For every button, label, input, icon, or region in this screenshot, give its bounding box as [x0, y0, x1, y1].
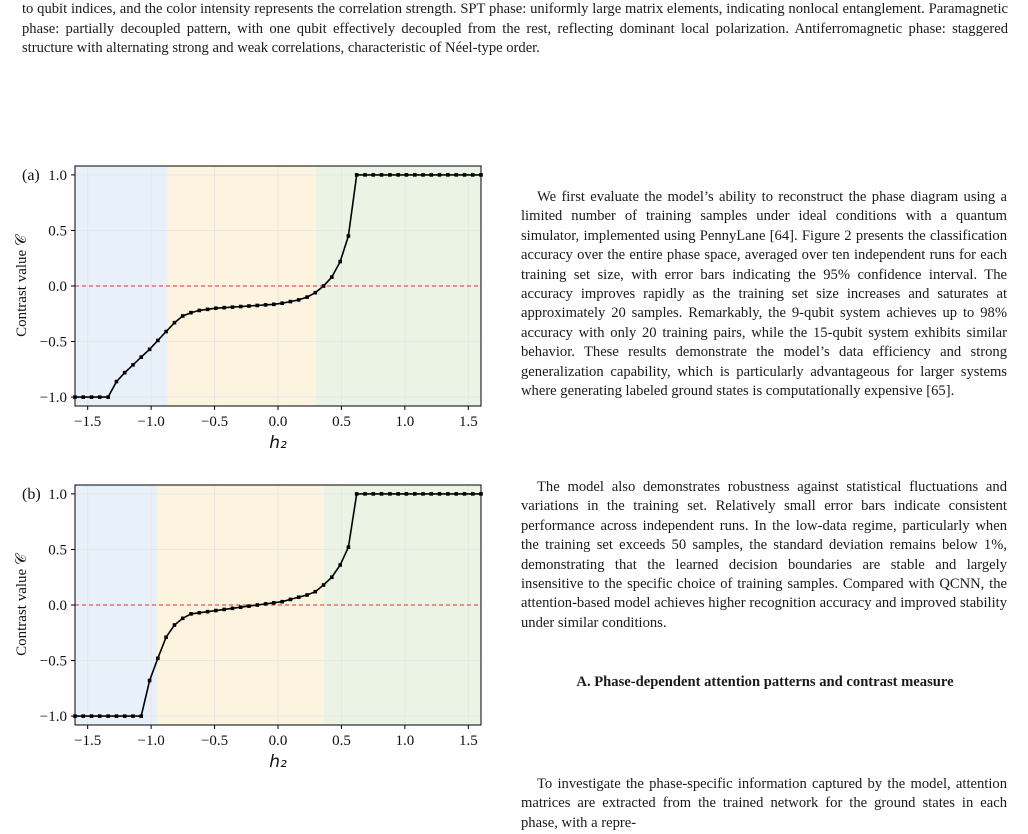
data-point	[256, 603, 260, 607]
caption-text: to qubit indices, and the color intensity represents the correlation strength. SPT phase: uniformly large matrix elements, indicating nonlocal entanglement. Paramagnetic phase: partially decoupled pattern, with one qubit effectively decoupled from the rest, reflecting dominant local polarization. Antiferromagnetic phase: staggered structure with alternating strong and weak correlations, characteristic of Néel-type order.	[22, 1, 1008, 56]
data-point	[148, 679, 152, 683]
data-point	[289, 598, 293, 602]
body-paragraph-3	[521, 775, 1007, 833]
data-point	[247, 604, 251, 608]
data-point	[222, 306, 226, 310]
data-point	[222, 608, 226, 612]
x-tick-label: 1.0	[395, 733, 415, 749]
data-point	[115, 380, 119, 384]
x-tick-label: −0.5	[200, 414, 229, 430]
y-tick-label: 1.0	[48, 486, 67, 503]
body-paragraph-1	[521, 188, 1007, 401]
data-point	[81, 395, 85, 399]
data-point	[330, 575, 334, 579]
y-tick-label: −0.5	[39, 653, 67, 670]
data-point	[355, 492, 359, 496]
data-point	[421, 173, 425, 177]
x-tick-label: 0.5	[332, 414, 351, 430]
data-point	[181, 314, 185, 318]
contrast-chart-a	[0, 158, 500, 458]
x-tick-label: 0.5	[332, 733, 351, 749]
data-point	[173, 321, 177, 325]
data-point	[98, 714, 102, 718]
y-tick-label: 0.0	[48, 598, 67, 614]
x-tick-label: 1.0	[395, 414, 415, 430]
data-point	[363, 173, 367, 177]
data-point	[438, 173, 442, 177]
data-point	[396, 492, 400, 496]
data-point	[463, 492, 467, 496]
data-point	[98, 395, 102, 399]
data-point	[338, 563, 342, 567]
figure-caption	[22, 0, 1008, 59]
section-heading: A. Phase-dependent attention patterns and contrast measure	[576, 674, 954, 690]
data-point	[322, 284, 326, 288]
x-tick-label: 0.0	[268, 733, 288, 749]
data-point	[305, 593, 309, 597]
data-point	[198, 309, 202, 313]
y-axis-title: Contrast value 𝒞	[14, 554, 30, 656]
chart-panel-b	[0, 477, 500, 777]
data-point	[314, 590, 318, 594]
chart-panel-a	[0, 158, 500, 458]
data-point	[231, 305, 235, 309]
y-tick-label: 1.0	[48, 167, 67, 184]
data-point	[131, 363, 135, 367]
data-point	[322, 583, 326, 587]
y-tick-label: −1.0	[39, 709, 67, 726]
data-point	[264, 303, 268, 307]
x-tick-label: −1.0	[137, 733, 165, 749]
data-point	[206, 308, 210, 312]
data-point	[338, 260, 342, 264]
y-axis-title: Contrast value 𝒞	[14, 235, 30, 337]
data-point	[471, 173, 475, 177]
data-point	[139, 355, 143, 359]
data-point	[454, 173, 458, 177]
data-point	[314, 291, 318, 295]
body-paragraph-2	[521, 478, 1007, 633]
data-point	[239, 605, 243, 609]
data-point	[363, 492, 367, 496]
x-tick-label: −0.5	[200, 733, 229, 749]
data-point	[164, 635, 168, 639]
data-point	[380, 173, 384, 177]
data-point	[123, 371, 127, 375]
data-point	[115, 714, 119, 718]
data-point	[189, 311, 193, 315]
data-point	[198, 611, 202, 615]
data-point	[371, 492, 375, 496]
data-point	[247, 304, 251, 308]
x-tick-label: 1.5	[458, 414, 478, 430]
data-point	[280, 301, 284, 305]
x-tick-label: −1.5	[74, 414, 102, 430]
data-point	[173, 623, 177, 627]
paragraph-text: We first evaluate the model’s ability to reconstruct the phase diagram using a limited number of training samples under ideal conditions with a quantum simulator, implemented using PennyLane [64]. Figure 2 presents the classification accuracy over the entire phase space, averaged over ten independent runs for each training set size, with error bars indicating the 95% confidence interval. The accuracy improves rapidly as the training set size increases and saturates at approximately 20 samples. Remarkably, the 9-qubit system achieves up to 98% accuracy with only 20 training pairs, while the 15-qubit system exhibits similar behavior. These results demonstrate the model’s data efficiency and strong generalization capability, which is particularly advantageous for larger systems where generating labeled ground states is computationally expensive [65].	[521, 189, 1007, 400]
data-point	[297, 595, 301, 599]
data-point	[421, 492, 425, 496]
data-point	[264, 602, 268, 606]
paragraph-text: The model also demonstrates robustness against statistical fluctuations and variations in the training set. Relatively small error bars indicate consistent performance across independent runs. In the low-data regime, particularly when the training set exceeds 50 samples, the standard deviation remains below 1%, demonstrating that the learned decision boundaries are stable and largely insensitive to the specific choice of training samples. Compared with QCNN, the attention-based model achieves higher recognition accuracy and improved stability under similar conditions.	[521, 479, 1007, 631]
data-point	[463, 173, 467, 177]
x-tick-label: −1.5	[74, 733, 102, 749]
data-point	[106, 395, 110, 399]
data-point	[106, 714, 110, 718]
data-point	[272, 601, 276, 605]
data-point	[413, 173, 417, 177]
data-point	[429, 492, 433, 496]
data-point	[239, 305, 243, 309]
data-point	[347, 545, 351, 549]
y-tick-label: 0.0	[48, 279, 67, 295]
y-tick-label: −0.5	[39, 334, 67, 351]
data-point	[347, 234, 351, 238]
data-point	[380, 492, 384, 496]
x-tick-label: 1.5	[458, 733, 478, 749]
data-point	[206, 610, 210, 614]
data-point	[90, 395, 94, 399]
data-point	[297, 298, 301, 302]
data-point	[214, 306, 218, 310]
x-tick-label: 0.0	[268, 414, 288, 430]
data-point	[305, 295, 309, 299]
data-point	[280, 600, 284, 604]
x-tick-label: −1.0	[137, 414, 165, 430]
data-point	[272, 303, 276, 307]
data-point	[355, 173, 359, 177]
data-point	[413, 492, 417, 496]
y-tick-label: 0.5	[48, 223, 67, 240]
data-point	[371, 173, 375, 177]
data-point	[131, 714, 135, 718]
panel-label: (b)	[22, 486, 41, 503]
data-point	[81, 714, 85, 718]
data-point	[148, 348, 152, 352]
x-axis-title: h₂	[269, 752, 287, 772]
paragraph-text: To investigate the phase-specific information captured by the model, attention matrices are extracted from the trained network for the ground states in each phase, with a repre-	[521, 776, 1007, 831]
data-point	[388, 173, 392, 177]
data-point	[256, 304, 260, 308]
y-tick-label: −1.0	[39, 390, 67, 407]
data-point	[330, 275, 334, 279]
data-point	[164, 330, 168, 334]
data-point	[189, 612, 193, 616]
data-point	[446, 173, 450, 177]
panel-label: (a)	[22, 167, 40, 184]
data-point	[405, 492, 409, 496]
data-point	[181, 617, 185, 621]
data-point	[429, 173, 433, 177]
data-point	[388, 492, 392, 496]
y-tick-label: 0.5	[48, 542, 67, 559]
data-point	[231, 607, 235, 611]
data-point	[139, 714, 143, 718]
data-point	[446, 492, 450, 496]
data-point	[289, 300, 293, 304]
data-point	[123, 714, 127, 718]
data-point	[156, 657, 160, 661]
x-axis-title: h₂	[269, 433, 287, 453]
data-point	[396, 173, 400, 177]
data-point	[156, 339, 160, 343]
contrast-chart-b	[0, 477, 500, 777]
data-point	[90, 714, 94, 718]
data-point	[214, 609, 218, 613]
data-point	[405, 173, 409, 177]
data-point	[471, 492, 475, 496]
data-point	[454, 492, 458, 496]
data-point	[438, 492, 442, 496]
